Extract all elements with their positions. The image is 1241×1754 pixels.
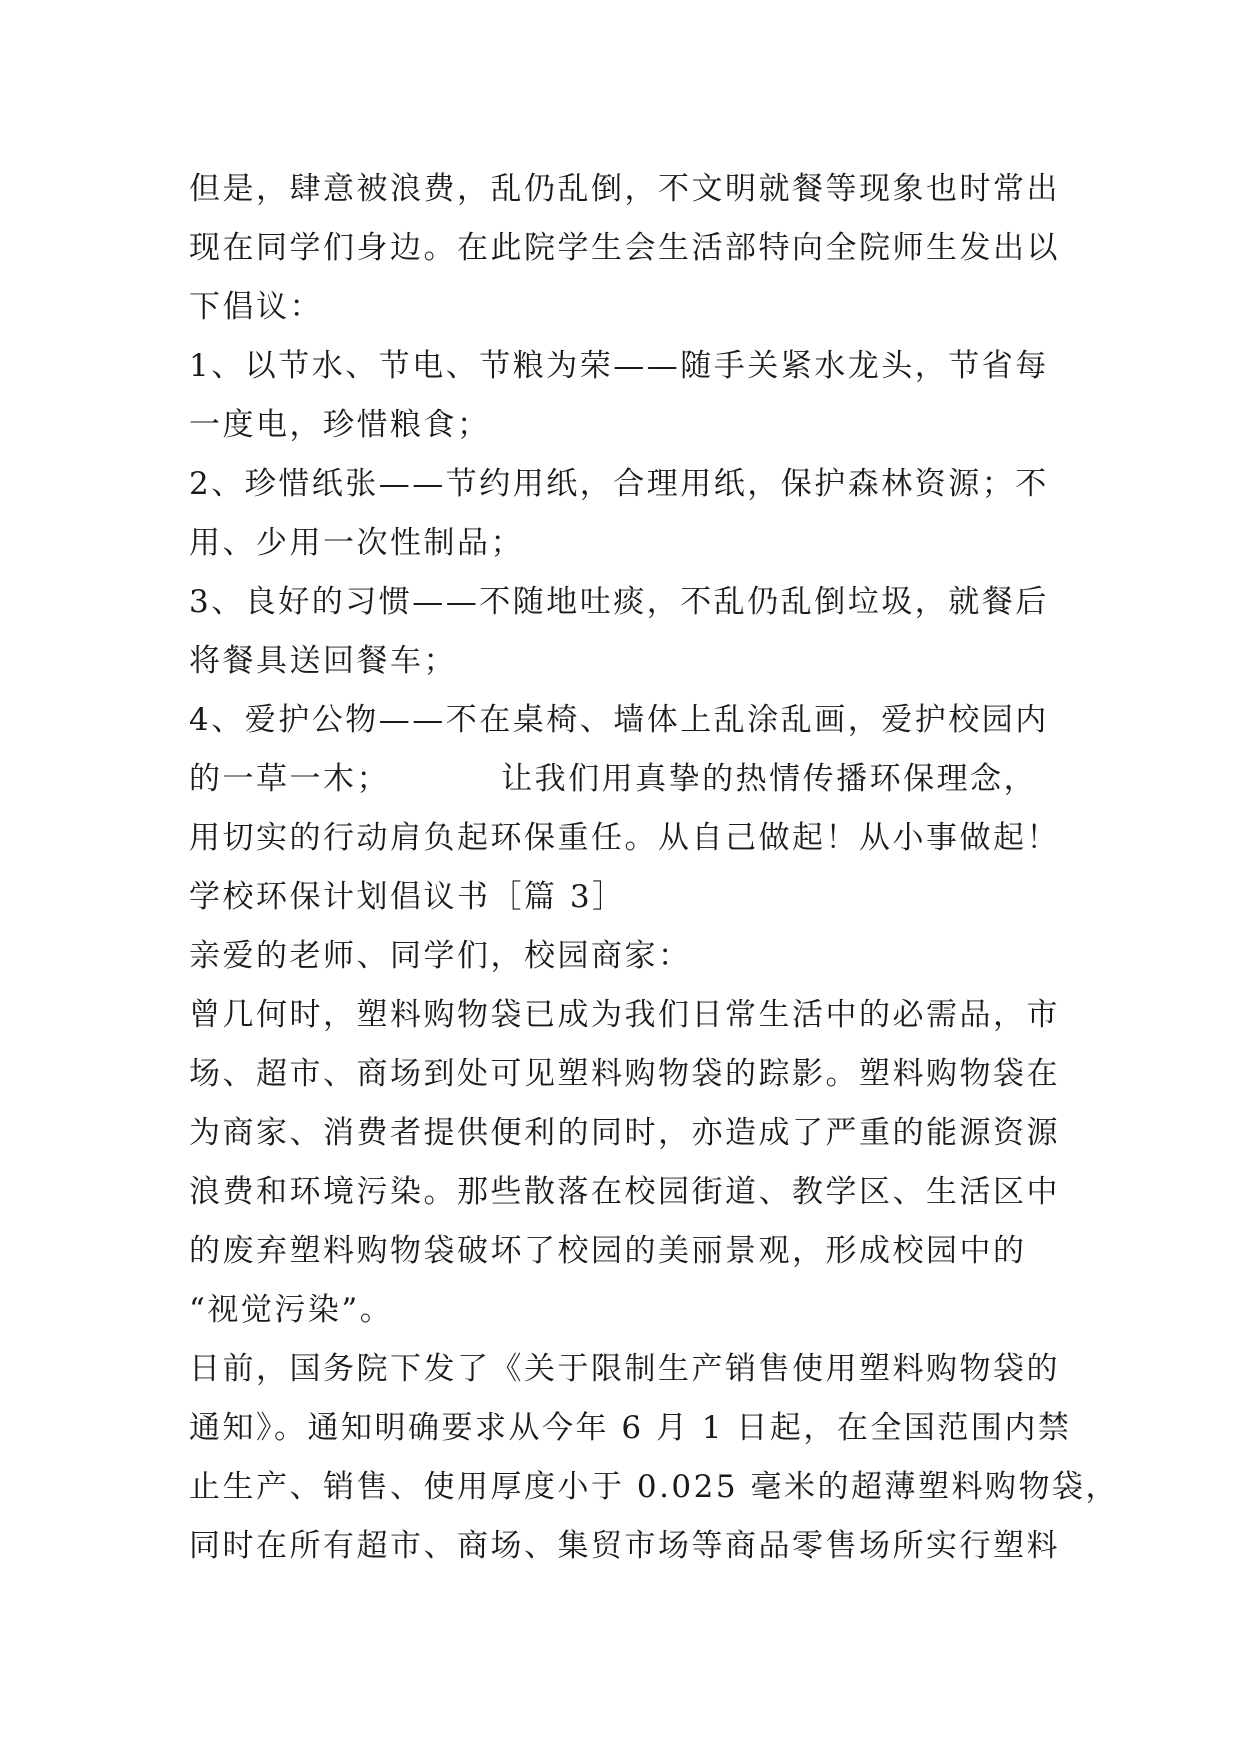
text-line: 现在同学们身边。在此院学生会生活部特向全院师生发出以 (189, 230, 1060, 266)
text-line: 同时在所有超市、商场、集贸市场等商品零售场所实行塑料 (189, 1528, 1060, 1564)
text-line: 将餐具送回餐车； (189, 643, 457, 679)
text-line: 场、超市、商场到处可见塑料购物袋的踪影。塑料购物袋在 (189, 1056, 1060, 1092)
list-item-2: 2、珍惜纸张——节约用纸，合理用纸，保护森林资源；不 (189, 466, 1049, 502)
text-line: 日前，国务院下发了《关于限制生产销售使用塑料购物袋的 (189, 1351, 1060, 1387)
text-line: 曾几何时，塑料购物袋已成为我们日常生活中的必需品，市 (189, 997, 1060, 1033)
text-line: 用切实的行动肩负起环保重任。从自己做起！从小事做起！ (189, 820, 1060, 856)
text-line: 止生产、销售、使用厚度小于 0.025 毫米的超薄塑料购物袋， (189, 1469, 1119, 1505)
list-item-4: 4、爱护公物——不在桌椅、墙体上乱涂乱画，爱护校园内 (189, 702, 1049, 738)
text-line: 通知》。通知明确要求从今年 6 月 1 日起，在全国范围内禁 (189, 1410, 1072, 1446)
salutation: 亲爱的老师、同学们，校园商家： (189, 938, 692, 974)
text-line: 但是，肆意被浪费，乱仍乱倒，不文明就餐等现象也时常出 (189, 171, 1060, 207)
text-line: 一度电，珍惜粮食； (189, 407, 491, 443)
text-line: 浪费和环境污染。那些散落在校园街道、教学区、生活区中 (189, 1174, 1060, 1210)
section-heading: 学校环保计划倡议书［篇 3］ (189, 879, 626, 915)
text-line: 用、少用一次性制品； (189, 525, 524, 561)
text-line: 的一草一木； 让我们用真挚的热情传播环保理念， (189, 761, 1038, 797)
text-line: 的废弃塑料购物袋破坏了校园的美丽景观，形成校园中的 (189, 1233, 1027, 1269)
list-item-1: 1、以节水、节电、节粮为荣——随手关紧水龙头，节省每 (189, 348, 1049, 384)
text-line: “视觉污染”。 (189, 1292, 394, 1328)
list-item-3: 3、良好的习惯——不随地吐痰，不乱仍乱倒垃圾，就餐后 (189, 584, 1049, 620)
document-body (189, 160, 1119, 1576)
text-line: 下倡议： (189, 289, 323, 325)
text-line: 为商家、消费者提供便利的同时，亦造成了严重的能源资源 (189, 1115, 1060, 1151)
